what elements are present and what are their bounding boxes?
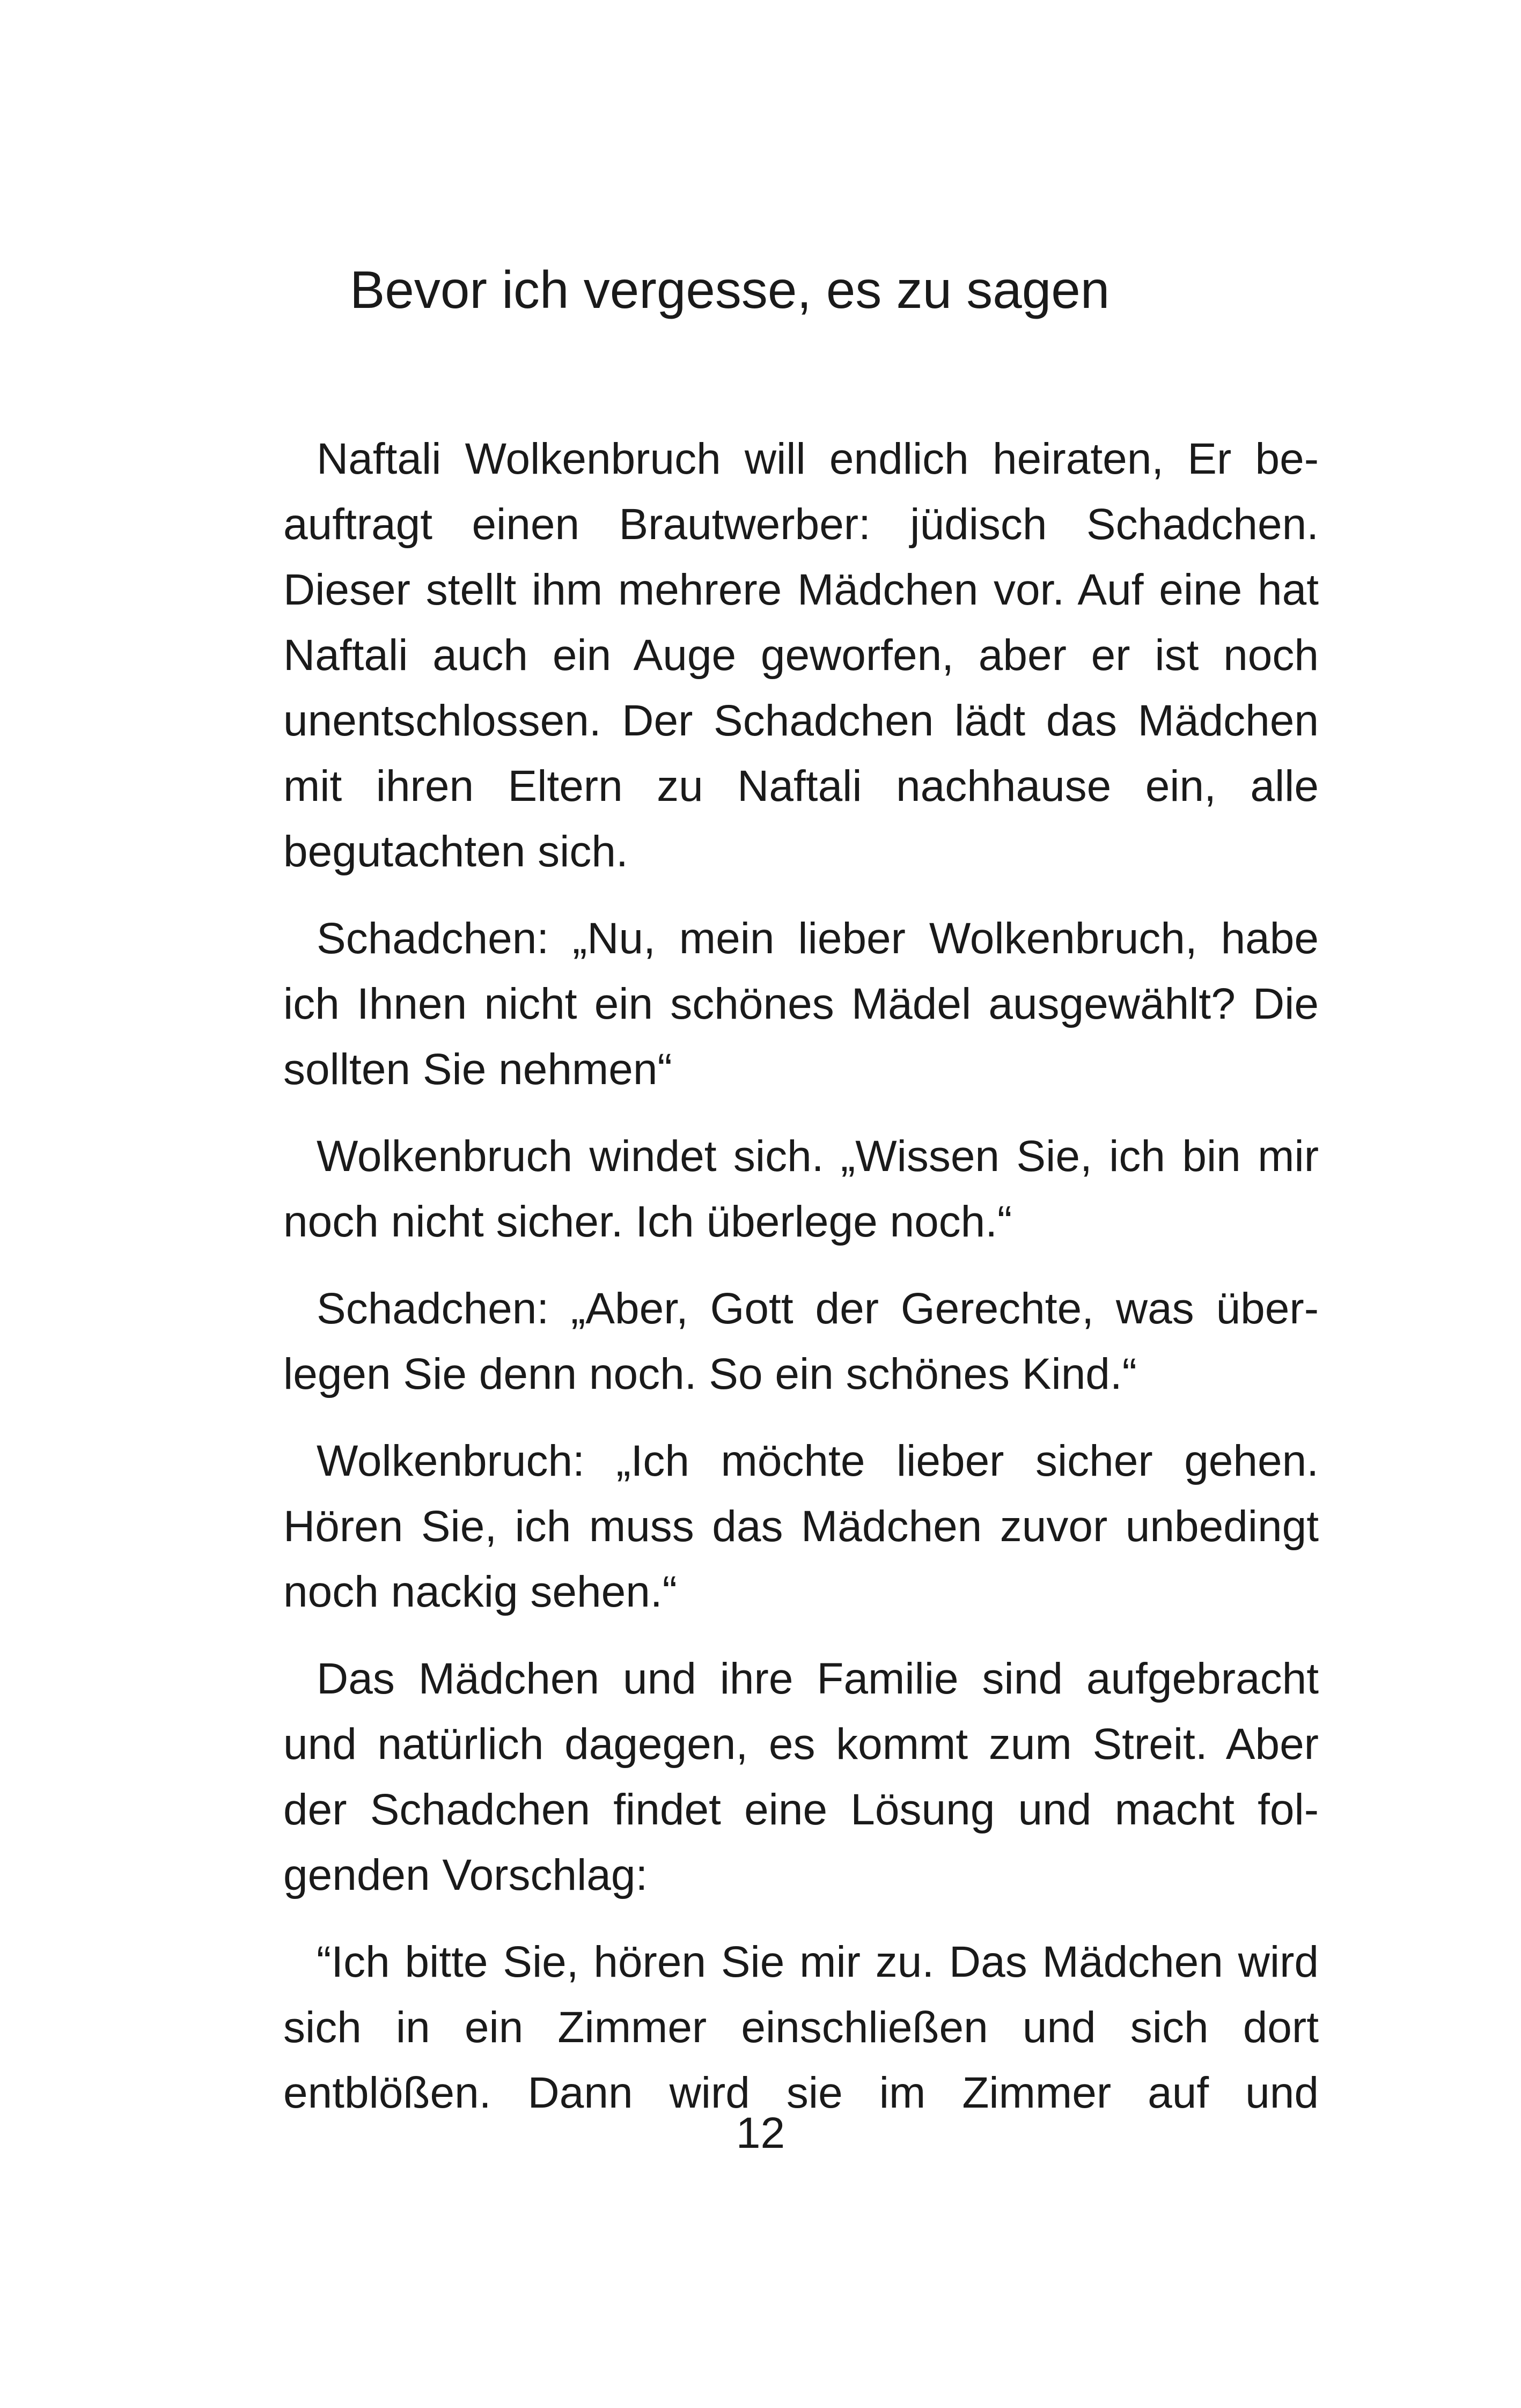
paragraph: Das Mädchen und ihre Familie sind aufgebracht und natürlich dagegen, es kommt zum Streit. Aber der Schadchen findet eine Lösung und macht folgenden Vorschlag: <box>283 1654 1319 1899</box>
paragraph: Schadchen: „Aber, Gott der Gerechte, was überlegen Sie denn noch. So ein schönes Kind.“ <box>283 1284 1319 1398</box>
paragraph: “Ich bitte Sie, hören Sie mir zu. Das Mädchen wird sich in ein Zimmer einschließen und sich dort entblößen. Dann wird sie im Zimmer auf und <box>283 1938 1319 2117</box>
paragraph: Naftali Wolkenbruch will endlich heiraten, Er beauftragt einen Brautwerber: jüdisch Schadchen. Dieser stellt ihm mehrere Mädchen vor. Auf eine hat Naftali auch ein Auge geworfen, aber er ist noch unentschlossen. Der Schadchen lädt das Mädchen mit ihren Eltern zu Naftali nachhause ein, alle begutachten sich. <box>283 435 1319 876</box>
body-text <box>283 426 1319 2126</box>
paragraph: Wolkenbruch windet sich. „Wissen Sie, ich bin mir noch nicht sicher. Ich überlege noch.“ <box>283 1132 1319 1246</box>
page-number: 12 <box>736 2109 785 2157</box>
chapter-title: Bevor ich vergesse, es zu sagen <box>350 260 1110 319</box>
paragraph: Schadchen: „Nu, mein lieber Wolkenbruch, habe ich Ihnen nicht ein schönes Mädel ausgewählt? Die sollten Sie nehmen“ <box>283 914 1319 1094</box>
paragraph: Wolkenbruch: „Ich möchte lieber sicher gehen. Hören Sie, ich muss das Mädchen zuvor unbedingt noch nackig sehen.“ <box>283 1437 1319 1616</box>
